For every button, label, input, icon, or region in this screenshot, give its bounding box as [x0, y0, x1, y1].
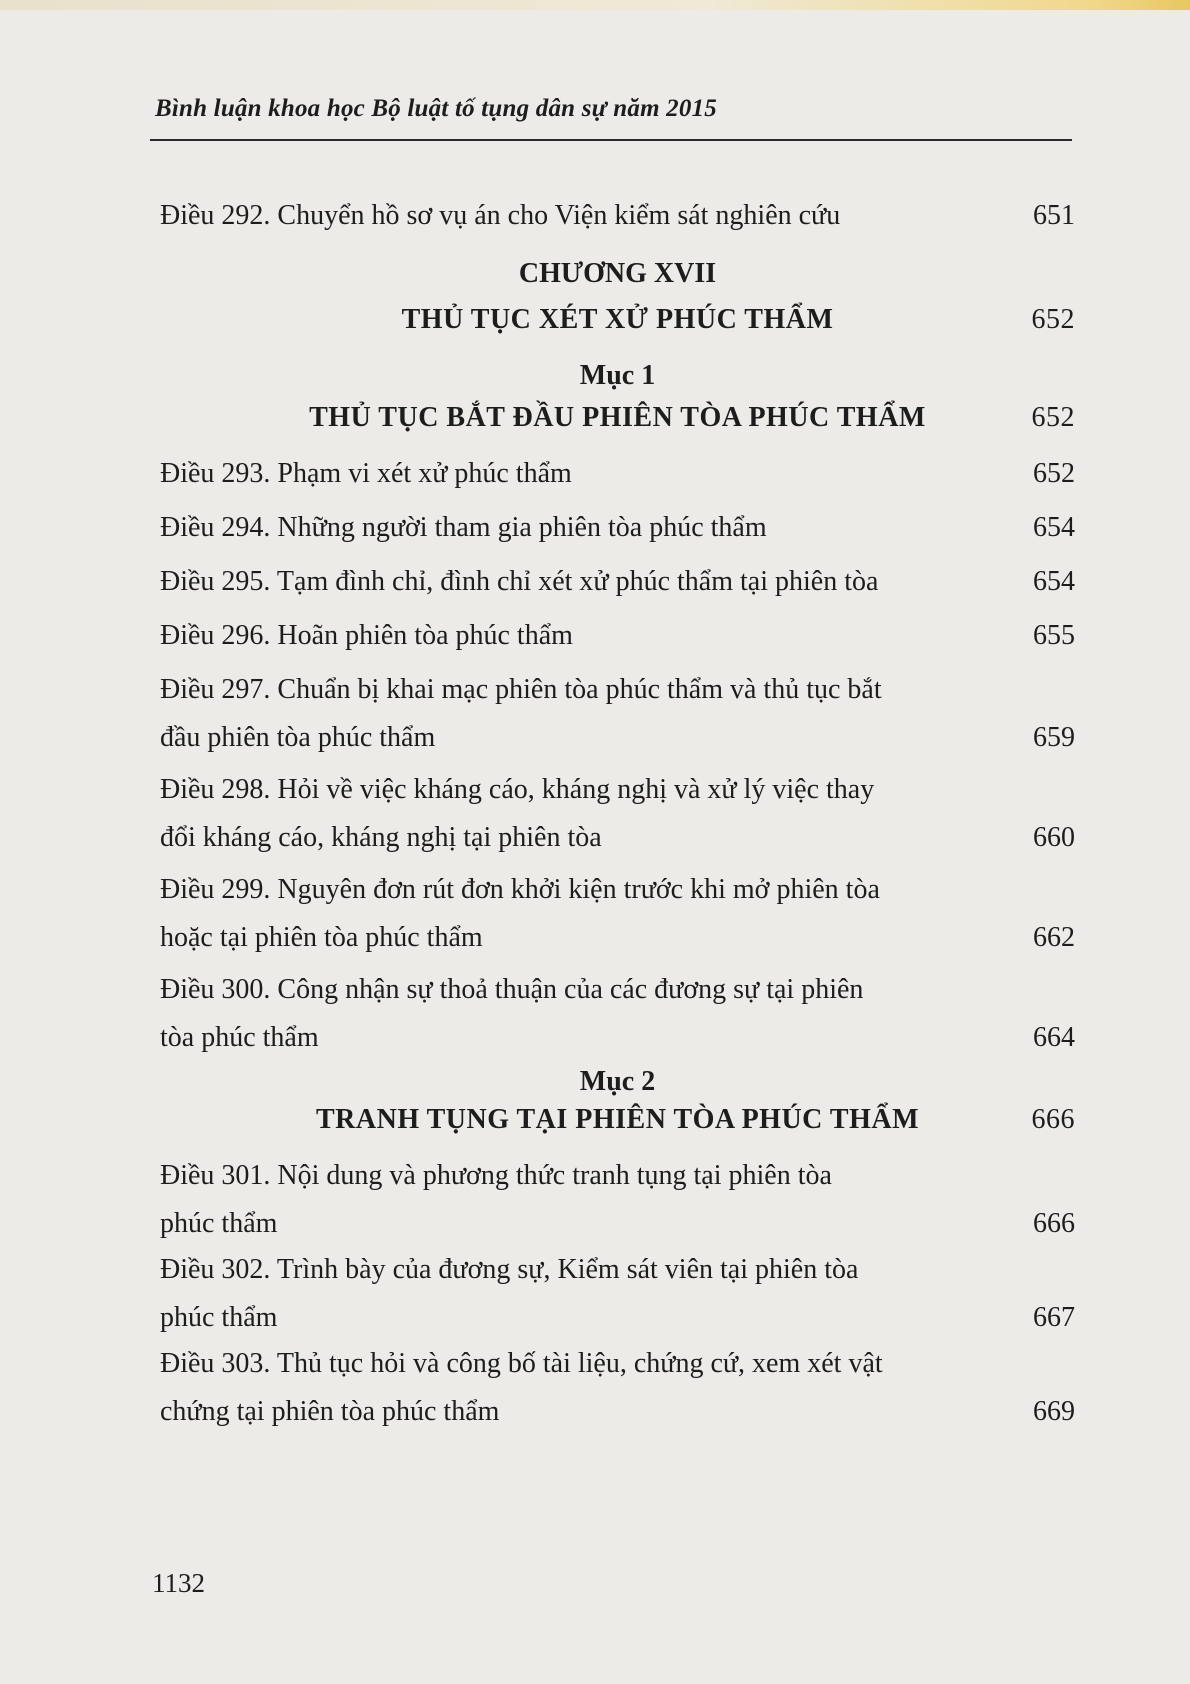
section-number: Mục 1 — [579, 360, 656, 391]
toc-entry — [160, 512, 1075, 566]
toc-entry-page: 667 — [1033, 1302, 1075, 1333]
toc-entry-label-cont: tòa phúc thẩm — [160, 1022, 319, 1053]
toc-entry — [160, 774, 1075, 874]
toc-entry-label: Điều 299. Nguyên đơn rút đơn khởi kiện trước khi mở phiên tòa — [160, 874, 880, 905]
toc-entry-label: Điều 297. Chuẩn bị khai mạc phiên tòa phúc thẩm và thủ tục bắt — [160, 674, 882, 705]
toc-entry-label: Điều 294. Những người tham gia phiên tòa phúc thẩm — [160, 512, 767, 543]
section-title — [160, 1104, 1075, 1160]
toc-entry-label: Điều 301. Nội dung và phương thức tranh tụng tại phiên tòa — [160, 1160, 832, 1191]
toc-entry — [160, 1348, 1075, 1442]
scan-top-edge — [0, 0, 1190, 10]
toc-entry-page: 662 — [1033, 922, 1075, 953]
toc-entry-page: 654 — [1033, 566, 1075, 597]
section-number: Mục 2 — [579, 1066, 656, 1097]
toc-entry — [160, 674, 1075, 774]
toc-entry-label-cont: phúc thẩm — [160, 1302, 278, 1333]
toc-entry-label-cont: chứng tại phiên tòa phúc thẩm — [160, 1396, 500, 1427]
header-divider — [150, 139, 1072, 141]
toc-entry — [160, 874, 1075, 974]
toc-entry — [160, 974, 1075, 1066]
page-number: 1132 — [152, 1568, 205, 1598]
toc-entry — [160, 566, 1075, 620]
toc-entry-page: 659 — [1033, 722, 1075, 753]
section-page: 666 — [1031, 1104, 1075, 1135]
section-title-text: THỦ TỤC BẮT ĐẦU PHIÊN TÒA PHÚC THẨM — [309, 402, 926, 433]
toc-entry-label: Điều 295. Tạm đình chỉ, đình chỉ xét xử phúc thẩm tại phiên tòa — [160, 566, 879, 597]
toc-entry-label-cont: đổi kháng cáo, kháng nghị tại phiên tòa — [160, 822, 602, 853]
toc-entry-page: 664 — [1033, 1022, 1075, 1053]
chapter-title — [160, 304, 1075, 360]
toc-entry-label: Điều 296. Hoãn phiên tòa phúc thẩm — [160, 620, 573, 651]
toc-entry — [160, 1160, 1075, 1254]
toc-entry-label: Điều 298. Hỏi về việc kháng cáo, kháng nghị và xử lý việc thay — [160, 774, 875, 805]
chapter-title-text: THỦ TỤC XÉT XỬ PHÚC THẨM — [401, 304, 834, 335]
toc-entry-page: 652 — [1033, 458, 1075, 489]
toc-entry — [160, 1254, 1075, 1348]
toc-entry-label-cont: phúc thẩm — [160, 1208, 278, 1239]
toc-entry-label-cont: đầu phiên tòa phúc thẩm — [160, 722, 436, 753]
running-header: Bình luận khoa học Bộ luật tố tụng dân sự năm 2015 — [155, 95, 717, 122]
toc-entry — [160, 458, 1075, 512]
section-title — [160, 402, 1075, 458]
toc-entry — [160, 620, 1075, 674]
table-of-contents — [160, 200, 1075, 1442]
chapter-number: CHƯƠNG XVII — [518, 258, 717, 289]
toc-entry-label: Điều 292. Chuyển hồ sơ vụ án cho Viện kiểm sát nghiên cứu — [160, 200, 841, 231]
toc-entry-page: 660 — [1033, 822, 1075, 853]
toc-entry-page: 654 — [1033, 512, 1075, 543]
chapter-page: 652 — [1031, 304, 1075, 335]
toc-entry-label: Điều 303. Thủ tục hỏi và công bố tài liệu, chứng cứ, xem xét vật — [160, 1348, 883, 1379]
toc-entry-page: 669 — [1033, 1396, 1075, 1427]
toc-entry — [160, 200, 1075, 258]
toc-entry-page: 651 — [1033, 200, 1075, 231]
toc-entry-page: 666 — [1033, 1208, 1075, 1239]
section-page: 652 — [1031, 402, 1075, 433]
toc-entry-label-cont: hoặc tại phiên tòa phúc thẩm — [160, 922, 483, 953]
toc-entry-page: 655 — [1033, 620, 1075, 651]
toc-entry-label: Điều 302. Trình bày của đương sự, Kiểm sát viên tại phiên tòa — [160, 1254, 859, 1285]
section-title-text: TRANH TỤNG TẠI PHIÊN TÒA PHÚC THẨM — [315, 1104, 920, 1135]
toc-entry-label: Điều 300. Công nhận sự thoả thuận của các đương sự tại phiên — [160, 974, 864, 1005]
toc-entry-label: Điều 293. Phạm vi xét xử phúc thẩm — [160, 458, 572, 489]
